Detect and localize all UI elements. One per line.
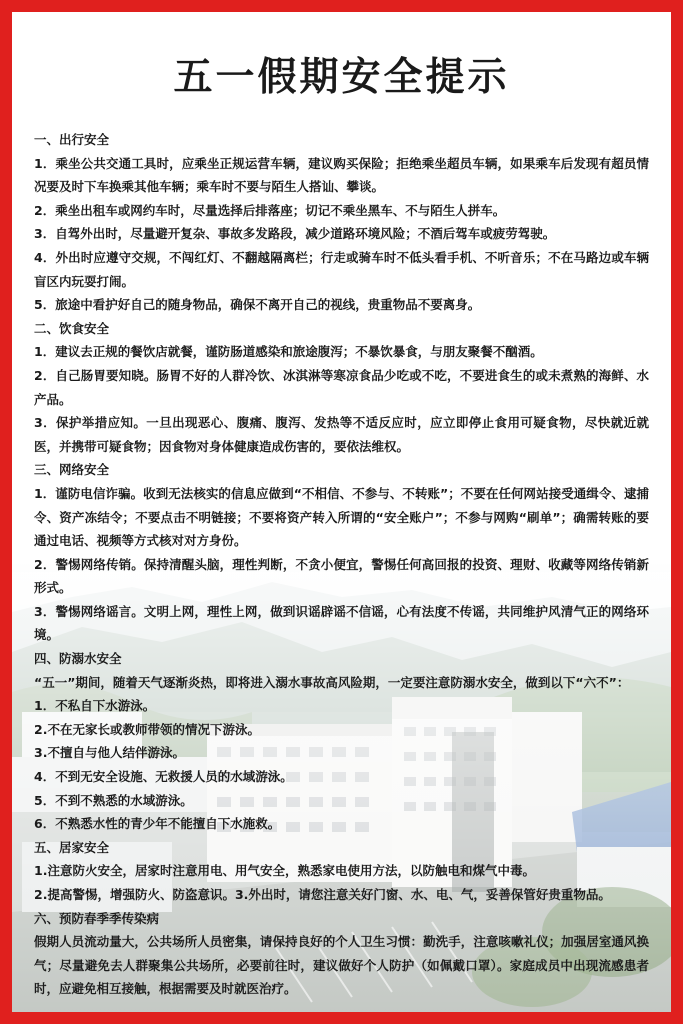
food-item-3: 3．保护举措应知。一旦出现恶心、腹痛、腹泻、发热等不适反应时，应立即停止食用可疑食物，尽快就近就医，并携带可疑食物；因食物对身体健康造成伤害的，要依法维权。 bbox=[34, 415, 649, 454]
section-heading-network: 三、网络安全 bbox=[34, 462, 110, 478]
poster-title: 五一假期安全提示 bbox=[173, 54, 510, 100]
travel-item-3: 3．自驾外出时，尽量避开复杂、事故多发路段，减少道路环境风险；不酒后驾车或疲劳驾驶。 bbox=[34, 226, 556, 242]
travel-item-5: 5．旅途中看护好自己的随身物品，确保不离开自己的视线，贵重物品不要离身。 bbox=[34, 297, 481, 313]
network-item-1: 1．谨防电信诈骗。收到无法核实的信息应做到“不相信、不参与、不转账”；不要在任何网站接受通缉令、逮捕令、资产冻结令；不要点击不明链接；不要将资产转入所谓的“安全账户”；不参与网购“刷单”；确需转账的要通过电话、视频等方式核对对方身份。 bbox=[34, 485, 649, 549]
drowning-item-1: 1．不私自下水游泳。 bbox=[34, 698, 156, 714]
poster-content bbox=[12, 50, 671, 1001]
travel-item-2: 2．乘坐出租车或网约车时，尽量选择后排落座；切记不乘坐黑车、不与陌生人拼车。 bbox=[34, 202, 506, 218]
section-heading-home: 五、居家安全 bbox=[34, 839, 110, 855]
network-item-3: 3．警惕网络谣言。文明上网，理性上网，做到识谣辟谣不信谣，心有法度不传谣，共同维护风清气正的网络环境。 bbox=[34, 603, 649, 643]
food-item-2: 2．自己肠胃要知晓。肠胃不好的人群冷饮、冰淇淋等寒凉食品少吃或不吃，不要进食生的或未煮熟的海鲜、水产品。 bbox=[34, 367, 649, 407]
food-item-1: 1．建议去正规的餐饮店就餐，谨防肠道感染和旅途腹泻；不暴饮暴食，与朋友聚餐不酗酒。 bbox=[34, 344, 543, 360]
network-item-2: 2．警惕网络传销。保持清醒头脑，理性判断，不贪小便宜，警惕任何高回报的投资、理财、收藏等网络传销新形式。 bbox=[34, 556, 649, 596]
drowning-item-5: 5．不到不熟悉的水域游泳。 bbox=[34, 792, 193, 808]
drowning-item-6: 6．不熟悉水性的青少年不能擅自下水施救。 bbox=[34, 816, 281, 832]
section-heading-drowning: 四、防溺水安全 bbox=[34, 651, 122, 667]
notice-body bbox=[34, 128, 649, 1001]
section-heading-disease: 六、预防春季季传染病 bbox=[34, 910, 160, 926]
drowning-intro: “五一”期间，随着天气逐渐炎热，即将进入溺水事故高风险期，一定要注意防溺水安全，做到以下“六不”： bbox=[34, 674, 630, 690]
drowning-item-2: 2.不在无家长或教师带领的情况下游泳。 bbox=[34, 721, 260, 737]
drowning-item-3: 3.不擅自与他人结伴游泳。 bbox=[34, 745, 185, 761]
section-heading-food: 二、饮食安全 bbox=[34, 320, 110, 336]
drowning-item-4: 4．不到无安全设施、无救援人员的水域游泳。 bbox=[34, 769, 293, 785]
home-item-1: 1.注意防火安全，居家时注意用电、用气安全，熟悉家电使用方法，以防触电和煤气中毒。 bbox=[34, 863, 535, 879]
section-heading-travel: 一、出行安全 bbox=[34, 132, 110, 147]
travel-item-1: 1．乘坐公共交通工具时，应乘坐正规运营车辆，建议购买保险；拒绝乘坐超员车辆，如果乘车后发现有超员情况要及时下车换乘其他车辆；乘车时不要与陌生人搭讪、攀谈。 bbox=[34, 155, 649, 195]
travel-item-4: 4．外出时应遵守交规，不闯红灯、不翻越隔离栏；行走或骑车时不低头看手机、不听音乐；不在马路边或车辆盲区内玩耍打闹。 bbox=[34, 249, 649, 289]
home-item-2: 2.提高警惕，增强防火、防盗意识。3.外出时，请您注意关好门窗、水、电、气，妥善保管好贵重物品。 bbox=[34, 887, 611, 902]
disease-item-1: 假期人员流动量大，公共场所人员密集，请保持良好的个人卫生习惯：勤洗手，注意咳嗽礼仪；加强居室通风换气；尽量避免去人群聚集公共场所，必要前往时，建议做好个人防护（如佩戴口罩）。家庭成员中出现流感患者时，应避免相互接触，根据需要及时就医治疗。 bbox=[34, 934, 649, 997]
